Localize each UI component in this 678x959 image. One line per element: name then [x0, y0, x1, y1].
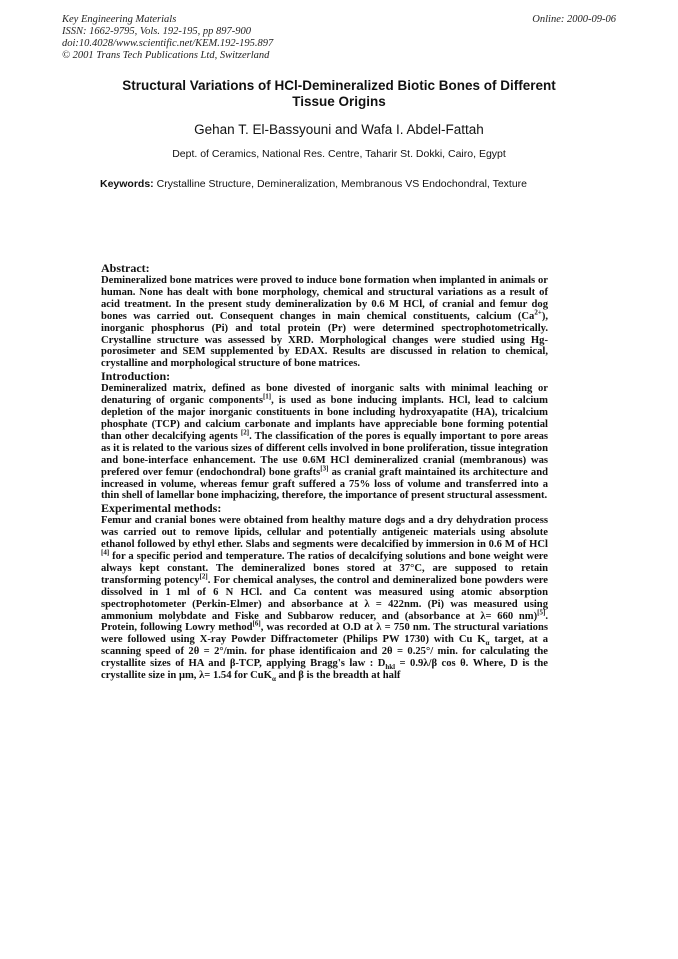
paper-title: Structural Variations of HCl-Demineralized Biotic Bones of Different Tissue Origins [122, 78, 556, 109]
copyright-line: © 2001 Trans Tech Publications Ltd, Switzerland [62, 50, 270, 61]
citation-3[interactable]: [3] [320, 464, 329, 473]
abstract-heading: Abstract: [101, 261, 150, 275]
keywords-text: Crystalline Structure, Demineralization, Membranous VS Endochondral, Texture [156, 178, 528, 190]
methods-text: Femur and cranial bones were obtained from healthy mature dogs and a dry dehydration process was carried out to remove lipids, cellular and potentially antigeneic materials using absolute ethanol followed by ethyl ether. Slabs and segments were decalcified by immersion in 0.6 M of HCl [4] for a specific period and temperature. The ratios of decalcifying solutions and bone weight were always kept constant. The demineralized bones stored at 37°C, are supposed to retain transforming potency[2]. For chemical analyses, the control and demineralized bone powders were dissolved in 1 ml of 6 N HCl. and Ca content was measured using atomic absorption spectrophotometer (Perkin-Elmer) and absorbance at λ = 422nm. (Pi) was measured using ammonium molybdate and Fiske and Subbarow reducer, and (absorbance at λ= 660 nm)[5]. Protein, following Lowry method[6], was recorded at O.D at λ = 750 nm. The structural variations were followed using X-ray Powder Diffractometer (Philips PW 1730) with Cu $K_\alpha$ target, at a scanning speed of 2θ = 2°/min. for phase identificaion and 2θ = 0.25°/ min. for calculating the crystallite sizes of HA and β-TCP, applying Bragg's law : $D_{hkl} = 0.9\lambda/\beta$ cos θ. Where, D is the crystallite size in μm, λ= 1.54 for CuK$_\alpha$ and β is the breadth at half [101, 515, 548, 684]
doi-line[interactable]: doi:10.4028/www.scientific.net/KEM.192-195.897 [62, 38, 274, 49]
citation-1[interactable]: [1] [262, 392, 272, 401]
citation-2b[interactable]: [2] [199, 572, 208, 581]
affiliation: Dept. of Ceramics, National Res. Centre, Taharir St. Dokki, Cairo, Egypt [172, 148, 506, 160]
journal-name: Key Engineering Materials [62, 14, 177, 25]
introduction-heading: Introduction: [101, 369, 171, 384]
abstract-text: Demineralized bone matrices were proved to induce bone formation when implanted in animals or human. None has dealt with bone morphology, chemical and structural variations as a result of acid treatment. In the present study demineralization by 0.6 M HCl, of cranial and femur dog bones was carried out. Consequent changes in main chemical constituents, calcium $(Ca^{2+})$, inorganic phosphorus (Pi) and total protein (Pr) were determined spectrophotometrically. Crystalline structure was assessed by XRD. Morphological changes were studied using Hg-porosimeter and SEM supplemented by EDAX. Results are discussed in relation to chemical, crystalline and morphological structure of bone matrices. [101, 275, 548, 370]
keywords-label: Keywords: [100, 178, 154, 190]
paper-authors: Gehan T. El-Bassyouni and Wafa I. Abdel-Fattah [194, 122, 484, 137]
methods-heading: Experimental methods: [101, 501, 222, 516]
citation-4[interactable]: [4] [101, 548, 110, 557]
citation-5[interactable]: [5] [537, 608, 546, 617]
online-date: Online: 2000-09-06 [532, 14, 616, 25]
journal-meta [62, 14, 273, 62]
issn-line: ISSN: 1662-9795, Vols. 192-195, pp 897-900 [62, 26, 251, 37]
keywords [100, 178, 527, 190]
introduction-text: Demineralized matrix, defined as bone divested of inorganic salts with minimal leaching or denaturing of organic components[1], is used as bone inducing implants. HCl, lead to calcium depletion of the major inorganic constituents in bone including hydroxyapatite (HA), tricalcium phosphate (TCP) and calcium carbonate and implants have appreciable bone forming potential than other decalcifying agents [2]. The classification of the pores is equally important to pore areas as it is related to the various sizes of different cells involved in bone proliferation, tissue integration and bone-interface enhancement. The use 0.6M HCl demineralized cranial (membranous) was prefered over femur (endochondral) bone grafts[3] as cranial graft maintained its architecture and increased in volume, whereas femur graft suffered a 75% loss of volume and transferred into a thin shell of lamellar bone imphacizing, therefore, the importance of present structural assessment. [101, 383, 549, 502]
paper-body [101, 262, 548, 682]
citation-6[interactable]: [6] [252, 619, 261, 628]
citation-2[interactable]: [2] [240, 428, 250, 437]
